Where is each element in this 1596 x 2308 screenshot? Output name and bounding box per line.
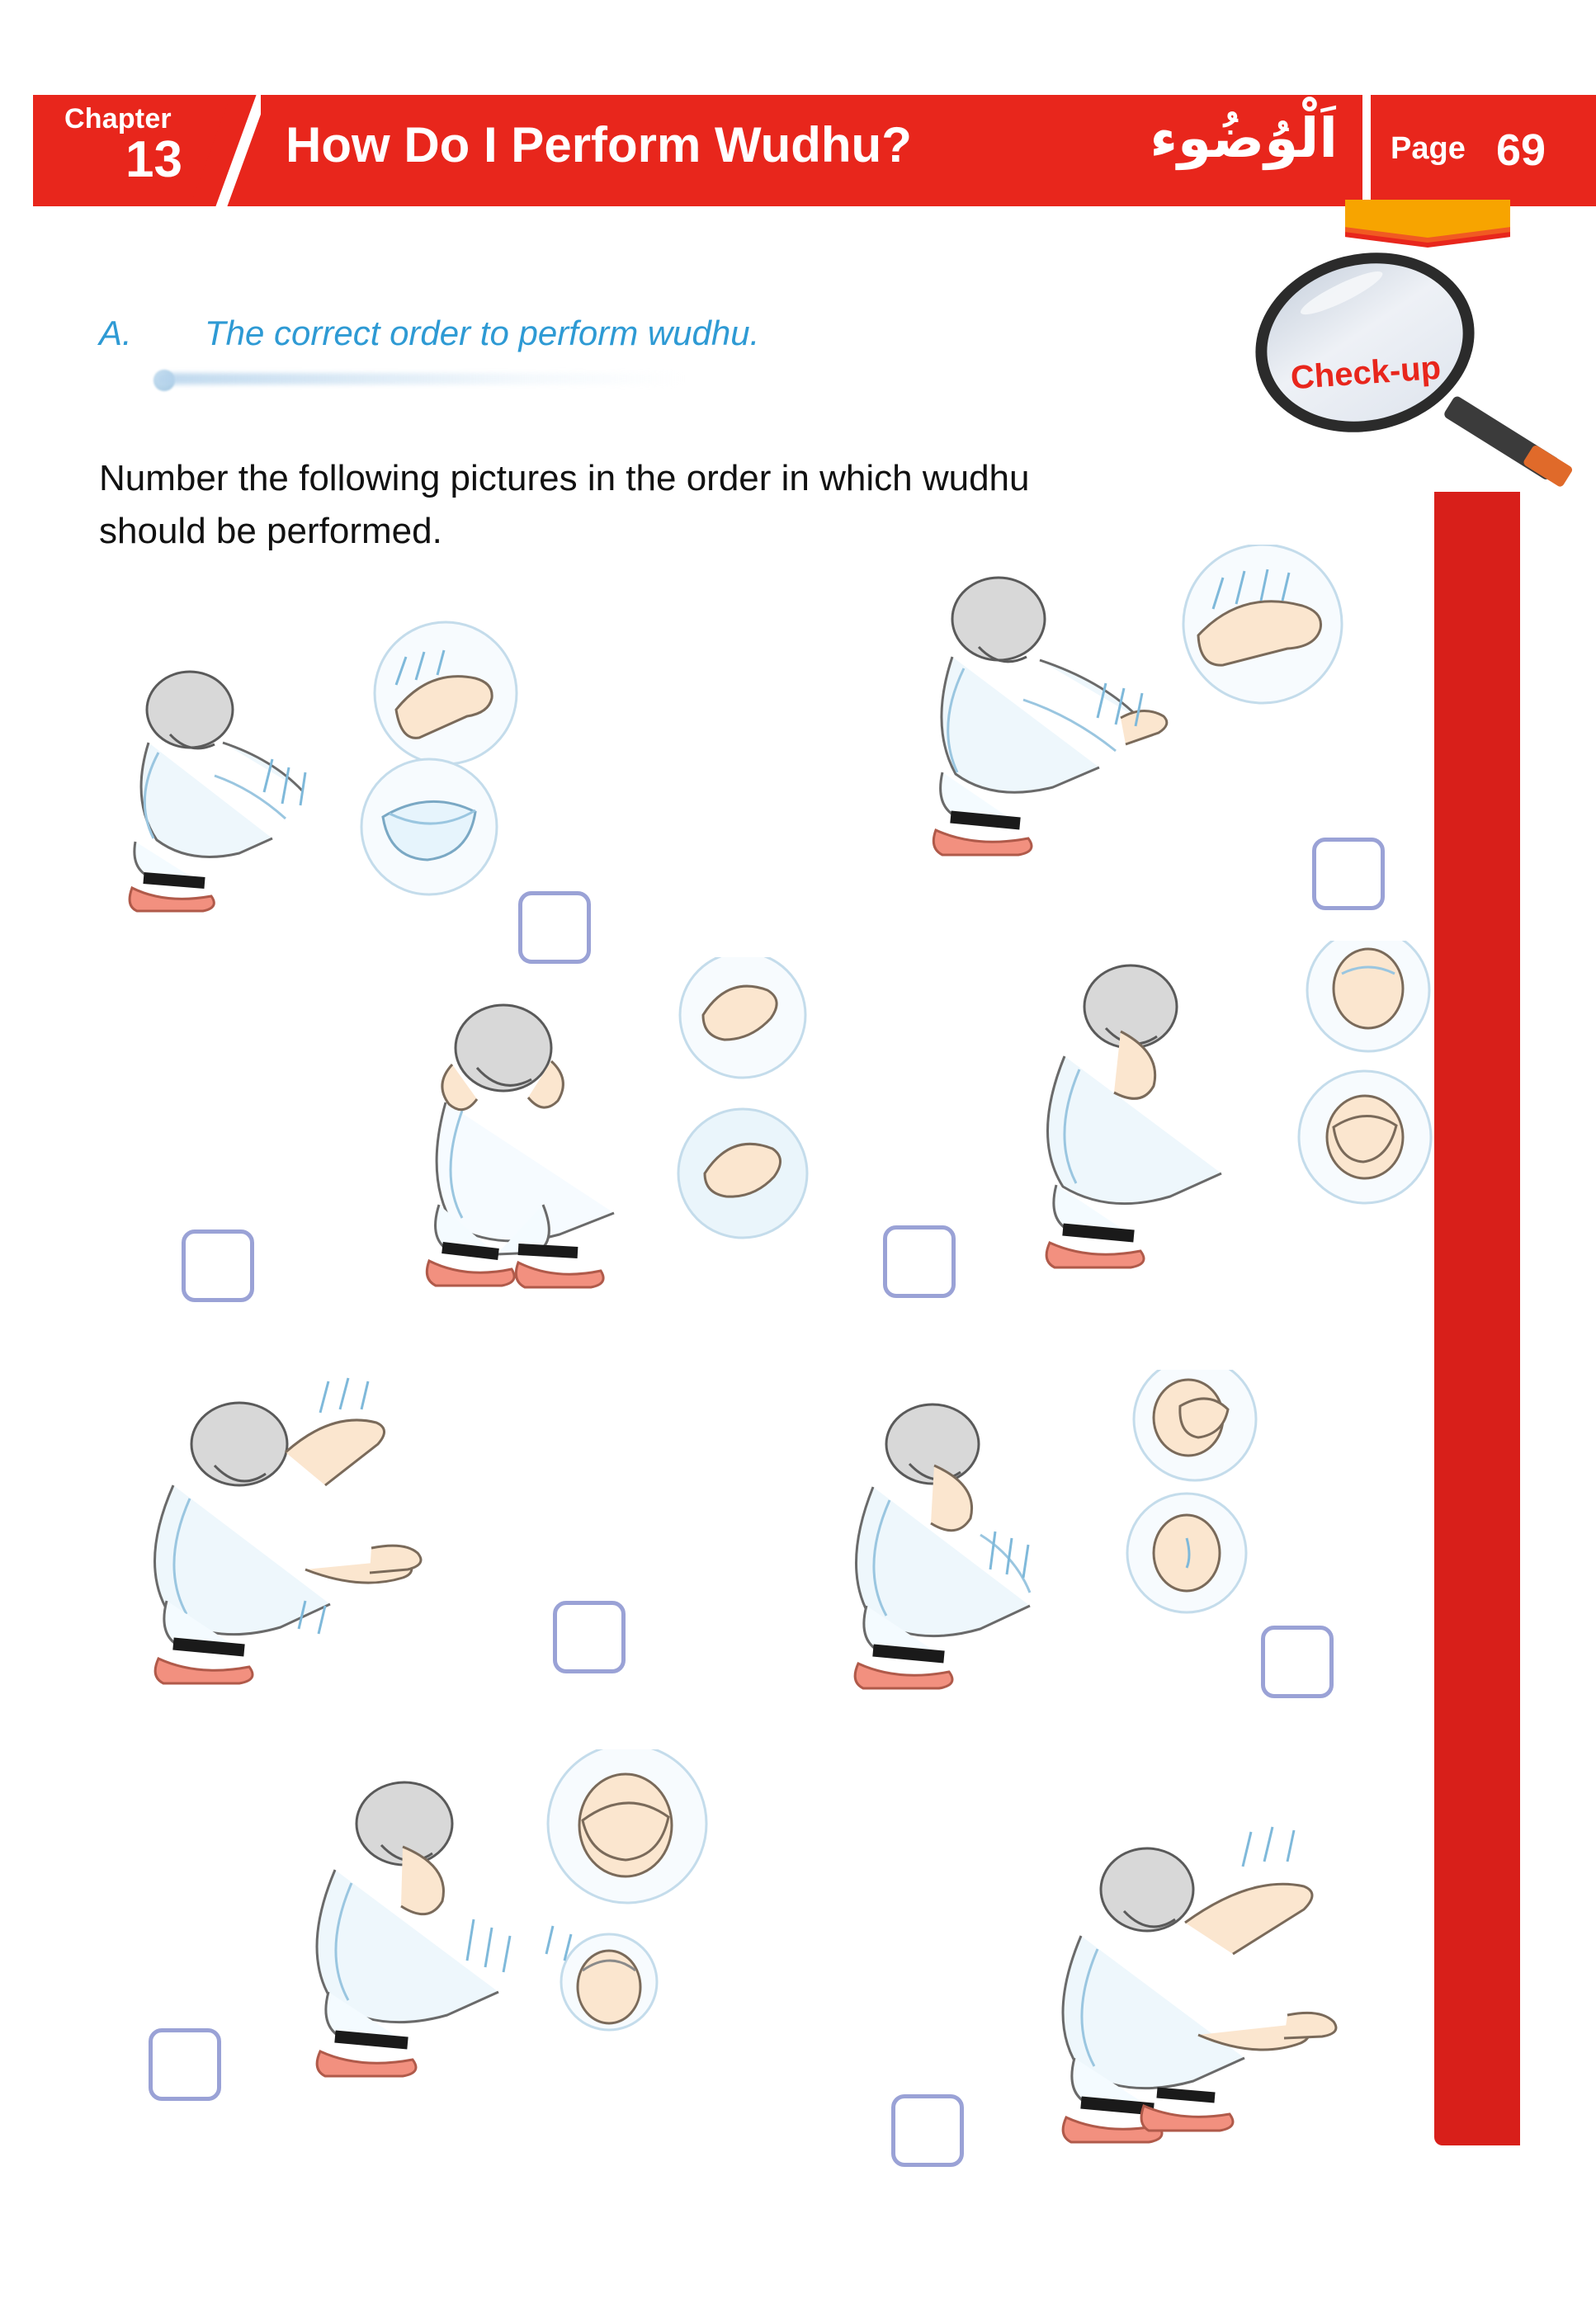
answer-box-3[interactable] — [182, 1230, 254, 1302]
exercise-item-1 — [99, 611, 635, 1007]
exercise-item-6 — [825, 1370, 1403, 1766]
illustration-rinsing-mouth — [281, 1749, 825, 2137]
exercise-item-4 — [974, 941, 1535, 1353]
illustration-wiping-ears — [330, 957, 858, 1329]
illustration-wiping-head — [974, 1799, 1502, 2187]
exercise-item-3 — [330, 957, 891, 1353]
heading-underline — [157, 373, 685, 385]
chapter-label: Chapter — [64, 103, 172, 135]
magnifier-handle-tip-icon — [1523, 444, 1574, 488]
answer-box-2[interactable] — [1312, 838, 1385, 910]
page-number: 69 — [1496, 125, 1546, 175]
checkup-badge — [1238, 248, 1568, 479]
page-title: How Do I Perform Wudhu? — [286, 117, 912, 172]
checkup-label: Check-up — [1289, 349, 1443, 397]
illustration-washing-face — [974, 941, 1502, 1329]
exercise-item-8 — [974, 1799, 1551, 2211]
illustration-washing-hands — [900, 545, 1378, 932]
exercise-item-5 — [124, 1353, 701, 1749]
title-block — [261, 95, 1362, 206]
answer-box-1[interactable] — [518, 891, 591, 964]
book-fold-graphic — [1345, 200, 1510, 243]
page-header — [0, 95, 1596, 206]
instruction-text: Number the following pictures in the order in which wudhu should be performed. — [99, 458, 1030, 551]
header-divider — [1362, 95, 1371, 206]
exercise-item-7 — [281, 1749, 875, 2162]
answer-box-8[interactable] — [891, 2094, 964, 2167]
answer-box-4[interactable] — [883, 1225, 956, 1298]
answer-box-5[interactable] — [553, 1601, 626, 1673]
page-title-arabic: اَلْوُضُوء — [1150, 106, 1338, 170]
magnifier-glare — [1296, 265, 1386, 321]
chapter-number: 13 — [125, 131, 182, 188]
section-heading: The correct order to perform wudhu. — [205, 314, 760, 352]
page-label: Page — [1391, 131, 1466, 166]
answer-box-7[interactable] — [149, 2028, 221, 2101]
illustration-washing-feet — [99, 611, 561, 990]
exercise-item-2 — [900, 545, 1436, 941]
page-number-block — [1371, 95, 1596, 206]
answer-box-6[interactable] — [1261, 1626, 1334, 1698]
section-letter: A. — [99, 314, 132, 352]
